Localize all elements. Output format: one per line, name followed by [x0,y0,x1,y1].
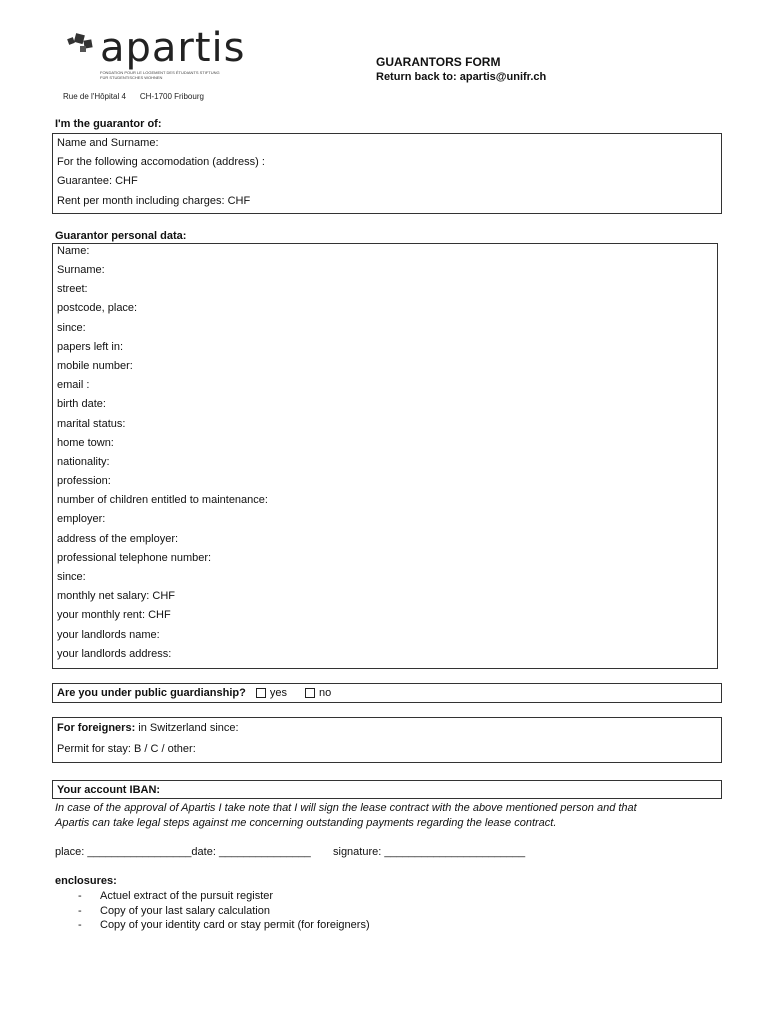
form-field[interactable]: papers left in: [57,340,124,353]
enclosures-list [78,889,370,933]
guardianship-no-checkbox[interactable] [305,688,315,698]
form-field[interactable]: home town: [57,436,114,449]
form-field[interactable]: Name: [57,245,90,257]
enclosure-text: Copy of your last salary calculation [100,904,270,917]
form-field[interactable]: Surname: [57,264,105,276]
form-field-name-surname[interactable]: Name and Surname: [57,137,159,149]
guardianship-question: Are you under public guardianship? [57,687,246,699]
form-field[interactable]: since: [57,321,86,334]
form-field[interactable]: since: [57,571,86,583]
form-field-permit[interactable]: Permit for stay: B / C / other: [57,743,196,755]
guardianship-box [52,683,722,703]
lease-statement-line-1: In case of the approval of Apartis I take note that I will sign the lease contract with the above mentioned person and that [55,802,637,814]
form-field[interactable]: address of the employer: [57,532,179,545]
foreigners-since: in Switzerland since: [138,722,239,734]
form-field[interactable]: marital status: [57,417,126,430]
form-field[interactable]: employer: [57,513,106,526]
form-field[interactable]: postcode, place: [57,302,138,315]
form-field[interactable]: your landlords name: [57,628,160,641]
organisation-address [63,92,204,101]
form-field[interactable]: mobile number: [57,359,133,372]
guarantor-of-box [52,133,722,214]
form-field[interactable]: your landlords address: [57,647,172,660]
foreigners-label: For foreigners: [57,722,136,734]
lease-statement-line-2: Apartis can take legal steps against me concerning outstanding payments regarding the lease contract. [55,817,557,829]
place-field[interactable] [55,846,311,858]
logo-tagline: FONDATION POUR LE LOGEMENT DES ÉTUDIANTS STIFTUNG FÜR STUDENTISCHES WOHNEN [100,70,220,80]
enclosure-text: Actuel extract of the pursuit register [100,890,274,902]
form-field[interactable]: email : [57,379,90,392]
form-field[interactable]: your monthly rent: CHF [57,609,171,622]
form-field[interactable]: profession: [57,475,111,488]
guarantor-of-heading: I'm the guarantor of: [55,118,162,130]
iban-field[interactable]: Your account IBAN: [52,780,722,799]
apartis-logo [66,25,246,86]
place-label: place: _________________ [55,846,192,858]
list-item: - Copy of your identity card or stay permit (for foreigners) [78,919,370,931]
form-field[interactable]: birth date: [57,398,106,411]
form-field[interactable]: monthly net salary: CHF [57,590,175,603]
personal-data-box [52,243,718,669]
form-field-accommodation[interactable]: For the following accomodation (address) : [57,156,265,169]
logo-wordmark: apartis [100,25,246,71]
guardianship-yes-checkbox[interactable] [256,688,266,698]
enclosure-text: Copy of your identity card or stay permit (for foreigners) [100,919,370,931]
date-label: date: _______________ [191,846,311,858]
enclosures-heading: enclosures: [55,875,117,887]
guardianship-yes-label: yes [269,687,287,699]
address-city: CH-1700 Fribourg [139,92,204,101]
form-field-switzerland-since[interactable] [53,718,721,739]
personal-data-heading: Guarantor personal data: [55,230,187,242]
signature-field[interactable]: signature: _______________________ [333,846,526,858]
guardianship-no-label: no [318,687,332,699]
form-field-rent[interactable]: Rent per month including charges: CHF [57,194,251,207]
list-item: - Copy of your last salary calculation [78,904,270,917]
building-blocks-icon [66,30,100,56]
address-street: Rue de l'Hôpital 4 [63,92,126,101]
form-field[interactable]: nationality: [57,455,110,468]
form-field[interactable]: number of children entitled to maintenance: [57,494,268,507]
foreigners-box [52,717,722,763]
form-field-guarantee[interactable]: Guarantee: CHF [57,175,138,188]
form-field[interactable]: professional telephone number: [57,551,212,564]
form-field[interactable]: street: [57,283,88,296]
return-instructions: Return back to: apartis@unifr.ch [376,71,547,83]
list-item: - Actuel extract of the pursuit register [78,890,274,902]
form-title: GUARANTORS FORM [376,55,501,69]
